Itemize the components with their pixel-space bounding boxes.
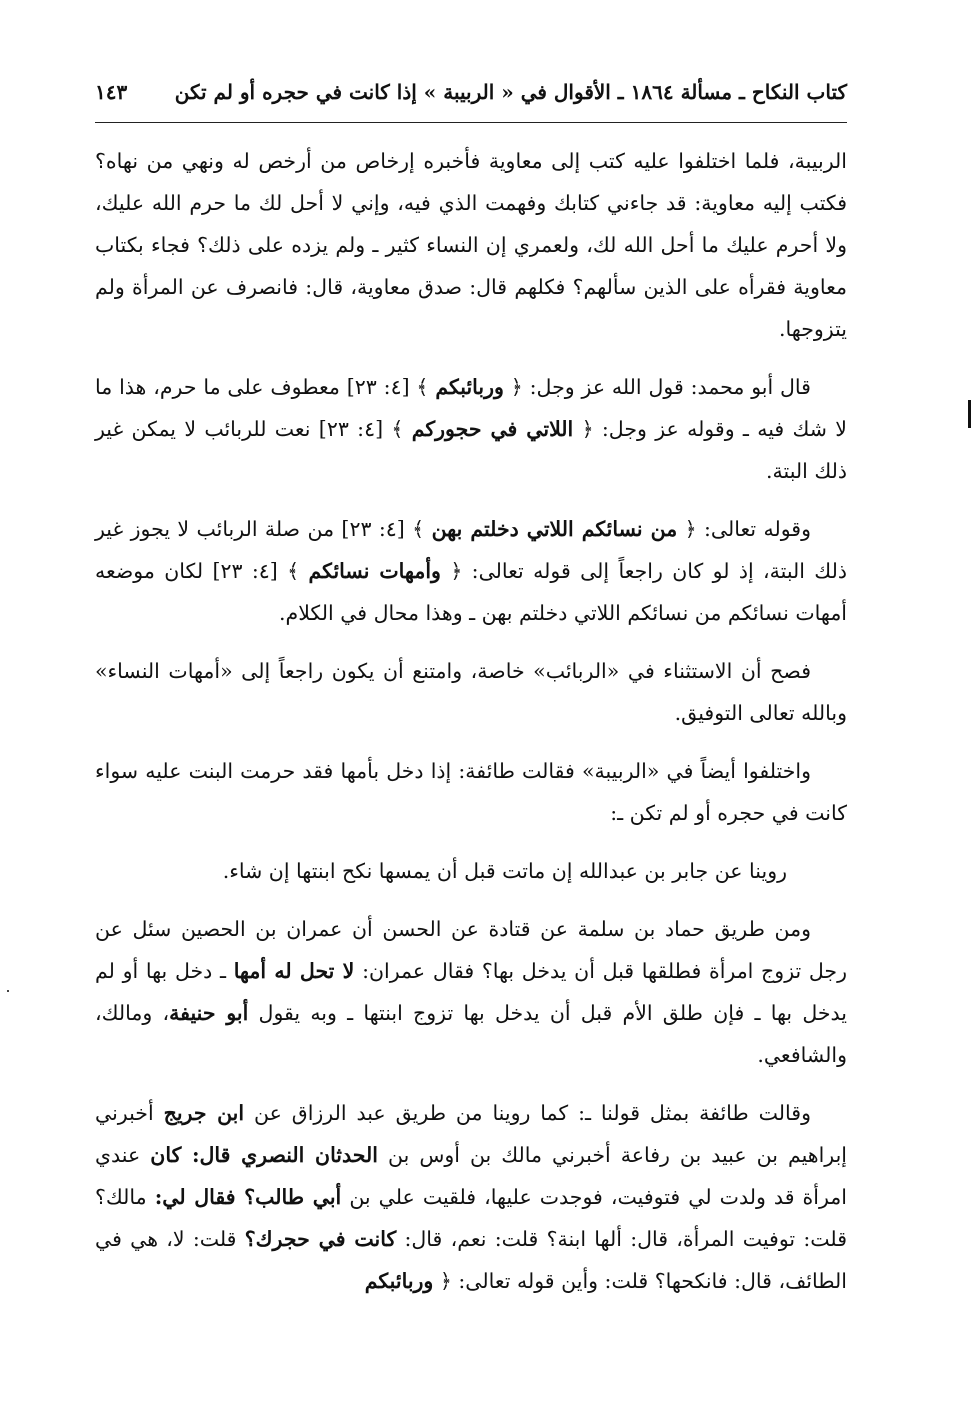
quran-quote: وربائبكم	[435, 375, 504, 399]
scan-speck	[7, 990, 9, 992]
text-run: ﴾ [٤: ٢٣] لكان موضعه أمهات نسائكم من نسائكم اللاتي دخلتم بهن ـ وهذا محال في الكلام.	[95, 559, 847, 625]
paragraph-taifa	[95, 1092, 847, 1302]
bold-name: ابن جريج	[163, 1101, 245, 1125]
text-run: ﴾ [٤: ٢٣] نعت للربائب لا يمكن غير ذلك البتة.	[95, 417, 847, 483]
paragraph-continuation	[95, 140, 847, 350]
bold-phrase: لا تحل له أمها	[233, 959, 355, 983]
bold-phrase: كانت في حجرك؟	[244, 1227, 397, 1251]
line: فكتب إليه معاوية: قد جاءني كتابك وفهمت الذي فيه، وإني لا أحل لك ما حرم الله	[151, 191, 847, 215]
page-number: ١٤٣	[95, 80, 128, 104]
line: فانصرف عن المرأة ولم يتزوجها.	[95, 275, 847, 341]
quran-quote: من نسائكم اللاتي دخلتم بهن	[431, 517, 678, 541]
text-run: قال أبو محمد: قول الله عز وجل: ﴿	[510, 375, 811, 399]
text-run: مالك؟ قلت: توفيت المرأة، قال: ألها ابنة؟ قلت: نعم، قال:	[95, 1185, 847, 1251]
text-run: ـ دخل بها أو لم يدخل بها ـ فإن طلق الأم قبل أن يدخل بها تزوج ابنتها ـ وبه يقول	[95, 959, 847, 1025]
bold-name: أبي طالب؟ فقال لي:	[154, 1185, 342, 1209]
text-run: وقالت طائفة بمثل قولنا ـ: كما روينا من طريق عبد الرزاق عن	[254, 1101, 811, 1125]
paragraph-jabir: روينا عن جابر بن عبدالله إن ماتت قبل أن يمسها نكح ابنتها إن شاء.	[222, 859, 787, 883]
text-run: ومن طريق حماد بن سلمة عن قتادة عن الحسن أن عمران بن الحصين سئل عن رجل تزوج امرأة فطلقها قبل أن يدخل بها؟ فقال عمران:	[95, 917, 847, 983]
quran-quote: وأمهات نسائكم	[308, 559, 441, 583]
paragraph-conclusion: فصح أن الاستثناء في «الربائب» خاصة، وامتنع أن يكون راجعاً إلى «أمهات النساء» وبالله تعالى التوفيق.	[95, 659, 847, 725]
running-title: كتاب النكاح ـ مسألة ١٨٦٤ ـ الأقوال في « الربيبة » إذا كانت في حجره أو لم تكن	[174, 80, 847, 104]
quran-quote: وربائبكم	[364, 1269, 434, 1293]
quran-quote: اللاتي في حجوركم	[411, 417, 574, 441]
margin-mark	[968, 400, 971, 428]
line: عليك، ولا أحرم عليك ما أحل الله لك، ولعمري إن النساء كثير ـ ولم يزده على ذلك؟	[95, 191, 847, 257]
text-run: عندي امرأة قد ولدت لي فتوفيت، فوجدت عليها، فلقيت علي بن	[95, 1143, 847, 1209]
page-header	[95, 72, 847, 112]
paragraph-hammad	[95, 908, 847, 1076]
line: الربيبة، فلما اختلفوا عليه كتب إلى معاوية فأخبره إرخاص من أرخص له ونهي من نهاه؟	[95, 149, 847, 173]
line: فجاء بكتاب معاوية فقرأه على الذين سألهم؟ فكلهم قال: صدق معاوية، قال:	[95, 233, 847, 299]
text-run: أخبرني إبراهيم بن عبيد بن رفاعة أخبرني مالك بن أوس بن	[95, 1101, 847, 1167]
text-run: ، ومالك، والشافعي.	[95, 1001, 847, 1067]
text-run: ﴾ [٤: ٢٣] من صلة الربائب لا يجوز غير ذلك البتة، إذ لو كان راجعاً إلى قوله تعالى: ﴿	[95, 517, 847, 583]
text-run: وقوله تعالى: ﴿	[684, 517, 811, 541]
page-body	[95, 140, 847, 1318]
paragraph-ikhtilaf: واختلفوا أيضاً في «الربيبة» فقالت طائفة: إذا دخل بأمها فقد حرمت البنت عليه سواء كانت في حجره أو لم تكن ـ:	[95, 759, 847, 825]
text-run: قلت: لا، هي في الطائف، قال: فانكحها؟ قلت: وأين قوله تعالى: ﴿	[95, 1227, 847, 1293]
bold-name: الحدثان النصري قال: كان	[150, 1143, 378, 1167]
paragraph-abu-muhammad	[95, 366, 847, 492]
paragraph-qawluhu	[95, 508, 847, 634]
bold-name: أبو حنيفة	[169, 1001, 249, 1025]
text-run: ﴾ [٤: ٢٣] معطوف على ما حرم، هذا ما لا شك فيه ـ وقوله عز وجل: ﴿	[95, 375, 847, 441]
header-rule	[95, 122, 847, 123]
